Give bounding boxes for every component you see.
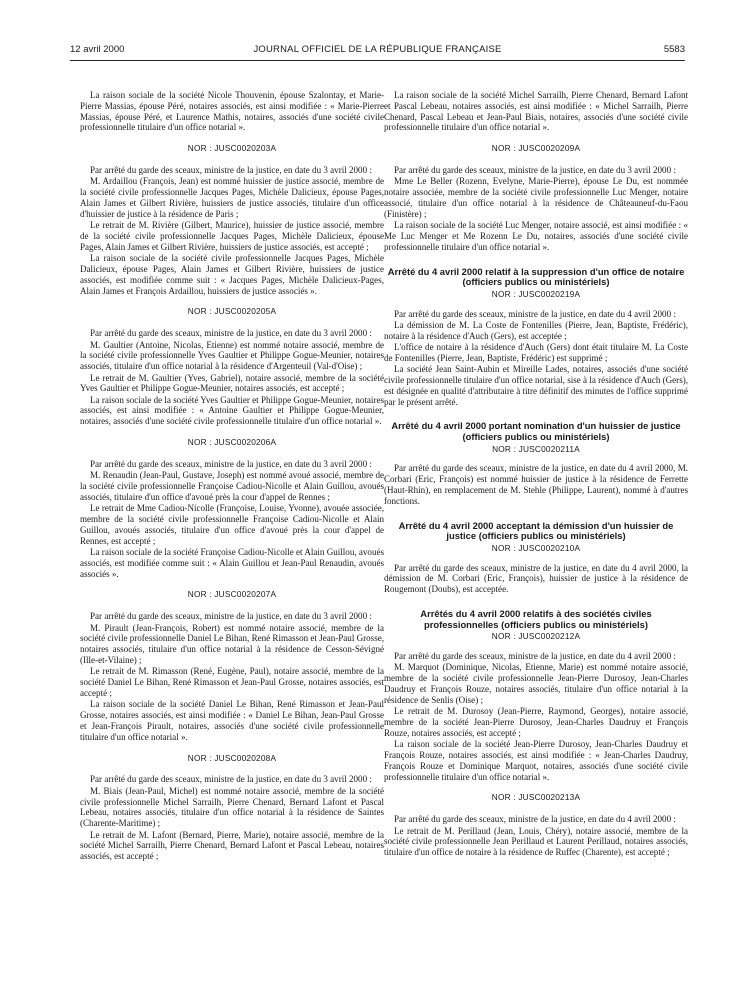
nor-reference: NOR : JUSC0020205A	[187, 306, 277, 317]
paragraph: Le retrait de Mme Cadiou-Nicolle (Françoise, Louise, Yvonne), avouée associée, membre de la société civile professionnelle Françoise Cadiou-Nicolle et Alain Guillou, avoués associés, titulaire d'un office d'avoué près la cour d'appel de Rennes, est accepté ;	[80, 503, 384, 546]
paragraph: M. Ardaillou (François, Jean) est nommé huissier de justice associé, membre de la société civile professionnelle Jacques Pages, Michèle Dalicieux, épouse Pages, Alain James et Gilbert Rivière, huissiers de justice associés, titulaire d'un office d'huissier de justice à la résidence de Paris ;	[80, 176, 384, 219]
paragraph: Par arrêté du garde des sceaux, ministre de la justice, en date du 4 avril 2000 :	[394, 814, 676, 825]
section-title: Arrêtés du 4 avril 2000 relatifs à des sociétés civiles professionnelles (officiers publics ou ministériels)	[420, 608, 652, 630]
paragraph: Le retrait de M. Gaultier (Yves, Gabriel), notaire associé, membre de la société Yves Gaultier et Philippe Gogue-Meunier, notaires associés, est accepté ;	[80, 372, 384, 394]
paragraph: La démission de M. La Coste de Fontenilles (Pierre, Jean, Baptiste, Frédéric), notaire à la résidence d'Auch (Gers), est acceptée ;	[384, 319, 688, 341]
paragraph: La raison sociale de la société Daniel Le Bihan, René Rimasson et Jean-Paul Grosse, notaires associés, est ainsi modifiée : « Daniel Le Bihan, Jean-Paul Grosse et Jean-François Pirault, notaires, associés d'une société civile professionnelle titulaire d'un office notarial ».	[80, 699, 384, 742]
section-title: Arrêté du 4 avril 2000 relatif à la suppression d'un office de notaire (officiers publics ou ministériels)	[387, 265, 685, 288]
nor-reference: NOR : JUSC0020211A	[492, 443, 580, 454]
paragraph: Le retrait de M. Lafont (Bernard, Pierre, Marie), notaire associé, membre de la société Michel Sarrailh, Pierre Chenard, Bernard Lafont et Pascal Lebeau, notaires associés, est accepté ;	[80, 829, 384, 862]
left-column	[80, 90, 384, 863]
nor-reference: NOR : JUSC0020203A	[187, 143, 277, 154]
paragraph: La raison sociale de la société civile professionnelle Jacques Pages, Michèle Dalicieux, épouse Pages, Alain James et Gilbert Rivière, huissiers de justice associés, est modifiée comme suit : « Jacques Pages, Michèle Dalicieux-Pages, Alain James et François Ardaillou, huissiers de justice associés ».	[80, 253, 384, 296]
paragraph: Le retrait de M. Rivière (Gilbert, Maurice), huissier de justice associé, membre de la société civile professionnelle Jacques Pages, Michèle Dalicieux, épouse Pages, Alain James et Gilbert Rivière, huissiers de justice associés, est accepté ;	[80, 220, 384, 252]
paragraph: M. Marquot (Dominique, Nicolas, Etienne, Marie) est nommé notaire associé, membre de la société civile professionnelle Jean-Pierre Durosoy, Jean-Charles Daudruy et François Rouze, notaires associés, titulaire d'un office notarial à la résidence de Senlis (Oise) ;	[384, 662, 688, 705]
paragraph: La raison sociale de la société Luc Menger, notaire associé, est ainsi modifiée : « Me Luc Menger et Me Rozenn Le Du, notaires, associés d'une société civile professionnelle titulaire d'un office notarial ».	[384, 220, 688, 252]
paragraph: Par arrêté du garde des sceaux, ministre de la justice, en date du 3 avril 2000 :	[90, 458, 372, 469]
paragraph: Par arrêté du garde des sceaux, ministre de la justice, en date du 4 avril 2000, M. Corbari (Eric, François) est nommé huissier de justice à la résidence de Ferrette (Haut-Rhin), en remplacement de M. Stehle (Philippe, Laurent), nommé à d'autres fonctions.	[384, 463, 688, 506]
section-title: Arrêté du 4 avril 2000 portant nomination d'un huissier de justice (officiers publics ou ministériels)	[391, 420, 681, 443]
paragraph: Par arrêté du garde des sceaux, ministre de la justice, en date du 4 avril 2000 :	[394, 308, 676, 319]
paragraph: Par arrêté du garde des sceaux, ministre de la justice, en date du 3 avril 2000 :	[90, 328, 372, 339]
paragraph: La raison sociale de la société Françoise Cadiou-Nicolle et Alain Guillou, avoués associés, est modifiée comme suit : « Alain Guillou et Jean-Paul Renaudin, avoués associés ».	[80, 547, 384, 579]
paragraph: La raison sociale de la société Michel Sarrailh, Pierre Chenard, Bernard Lafont et Pascal Lebeau, notaires associés, est ainsi modifiée : « Michel Sarrailh, Pierre Chenard, Pascal Lebeau et Jean-Paul Biais, notaires, associés d'une société civile professionnelle titulaire d'un office notarial ».	[384, 90, 688, 133]
page-header	[70, 44, 685, 61]
paragraph: Le retrait de M. Rimasson (René, Eugène, Paul), notaire associé, membre de la société Daniel Le Bihan, René Rimasson et Jean-Paul Grosse, notaires associés, est accepté ;	[80, 666, 384, 698]
paragraph: Le retrait de M. Durosoy (Jean-Pierre, Raymond, Georges), notaire associé, membre de la société Jean-Pierre Durosoy, Jean-Charles Daudruy et François Rouze, notaires associés, est accepté ;	[384, 706, 688, 738]
paragraph: Par arrêté du garde des sceaux, ministre de la justice, en date du 3 avril 2000 :	[90, 611, 372, 622]
paragraph: L'office de notaire à la résidence d'Auch (Gers) dont était titulaire M. La Coste de Fontenilles (Pierre, Jean, Baptiste, Frédéric) est supprimé ;	[384, 342, 688, 363]
paragraph: Mme Le Beller (Rozenn, Evelyne, Marie-Pierre), épouse Le Du, est nommée notaire associée, membre de la société civile professionnelle Luc Menger, notaire associé, titulaire d'un office notarial à la résidence de Châteauneuf-du-Faou (Finistère) ;	[384, 176, 688, 219]
paragraph: Par arrêté du garde des sceaux, ministre de la justice, en date du 4 avril 2000 :	[394, 651, 676, 662]
header-date: 12 avril 2000	[70, 44, 125, 55]
header-page-number: 5583	[663, 44, 685, 55]
right-column	[384, 90, 688, 859]
paragraph: Par arrêté du garde des sceaux, ministre de la justice, en date du 3 avril 2000 :	[90, 774, 372, 785]
nor-reference: NOR : JUSC0020207A	[187, 589, 277, 600]
paragraph: Par arrêté du garde des sceaux, ministre de la justice, en date du 3 avril 2000 :	[90, 164, 372, 175]
section-title: Arrêté du 4 avril 2000 acceptant la démission d'un huissier de justice (officiers publics ou ministériels)	[398, 519, 674, 542]
paragraph: La raison sociale de la société Yves Gaultier et Philippe Gogue-Meunier, notaires associés, est ainsi modifiée : « Antoine Gaultier et Philippe Gogue-Meunier, notaires, associés d'une société civile professionnelle titulaire d'un office notarial ».	[80, 394, 384, 427]
paragraph: M. Gaultier (Antoine, Nicolas, Etienne) est nommé notaire associé, membre de la société civile professionnelle Yves Gaultier et Philippe Gogue-Meunier, notaires associés, titulaire d'un office notarial à la résidence d'Argenteuil (Val-d'Oise) ;	[80, 339, 384, 372]
nor-reference: NOR : JUSC0020210A	[491, 542, 581, 553]
paragraph: M. Biais (Jean-Paul, Michel) est nommé notaire associé, membre de la société civile professionnelle Michel Sarrailh, Pierre Chenard, Bernard Lafont et Pascal Lebeau, notaires associés, titulaire d'un office notarial à la résidence de Saintes (Charente-Maritime) ;	[80, 785, 384, 829]
paragraph: Par arrêté du garde des sceaux, ministre de la justice, en date du 4 avril 2000, la démission de M. Corbari (Eric, François), huissier de justice à la résidence de Rougemont (Doubs), est acceptée.	[384, 562, 688, 595]
nor-reference: NOR : JUSC0020208A	[187, 752, 277, 763]
paragraph: Le retrait de M. Perillaud (Jean, Louis, Chéry), notaire associé, membre de la société civile professionnelle Jean Perillaud et Laurent Perillaud, notaires associés, titulaire d'un office de notaire à la résidence de Ruffec (Charente), est accepté ;	[384, 825, 688, 858]
nor-reference: NOR : JUSC0020209A	[491, 143, 581, 154]
nor-reference: NOR : JUSC0020213A	[491, 792, 581, 803]
paragraph: Par arrêté du garde des sceaux, ministre de la justice, en date du 3 avril 2000 :	[394, 164, 676, 175]
paragraph: La société Jean Saint-Aubin et Mireille Lades, notaires, associés d'une société civile professionnelle titulaire d'un office notarial, sise à la résidence d'Auch (Gers), est désignée en qualité d'attributaire à titre définitif des minutes de l'office supprimé par le présent arrêté.	[384, 364, 688, 407]
paragraph: La raison sociale de la société Nicole Thouvenin, épouse Szalontay, et Marie-Pierre Massias, épouse Péré, notaires associés, est ainsi modifiée : « Marie-Pierre Massias, épouse Péré, et Laurence Mathis, notaires, associés d'une société civile professionnelle titulaire d'un office notarial ».	[80, 90, 384, 133]
nor-reference: NOR : JUSC0020212A	[491, 631, 581, 642]
paragraph: M. Renaudin (Jean-Paul, Gustave, Joseph) est nommé avoué associé, membre de la société civile professionnelle Françoise Cadiou-Nicolle et Alain Guillou, avoués associés, titulaire d'un office d'avoué près la cour d'appel de Rennes ;	[80, 470, 384, 502]
header-title: JOURNAL OFFICIEL DE LA RÉPUBLIQUE FRANÇAISE	[253, 44, 502, 55]
paragraph: M. Pirault (Jean-François, Robert) est nommé notaire associé, membre de la société civile professionnelle Daniel Le Bihan, René Rimasson et Jean-Paul Grosse, notaires associés, titulaire d'un office notarial à la résidence de Cesson-Sévigné (Ille-et-Vilaine) ;	[80, 622, 384, 665]
nor-reference: NOR : JUSC0020206A	[187, 437, 277, 448]
nor-reference: NOR : JUSC0020219A	[491, 288, 581, 299]
paragraph: La raison sociale de la société Jean-Pierre Durosoy, Jean-Charles Daudruy et François Rouze, notaires associés, est ainsi modifiée : « Jean-Charles Daudruy, François Rouze et Dominique Marquot, notaires, associés d'une société civile professionnelle titulaire d'un office notarial ».	[384, 739, 688, 782]
